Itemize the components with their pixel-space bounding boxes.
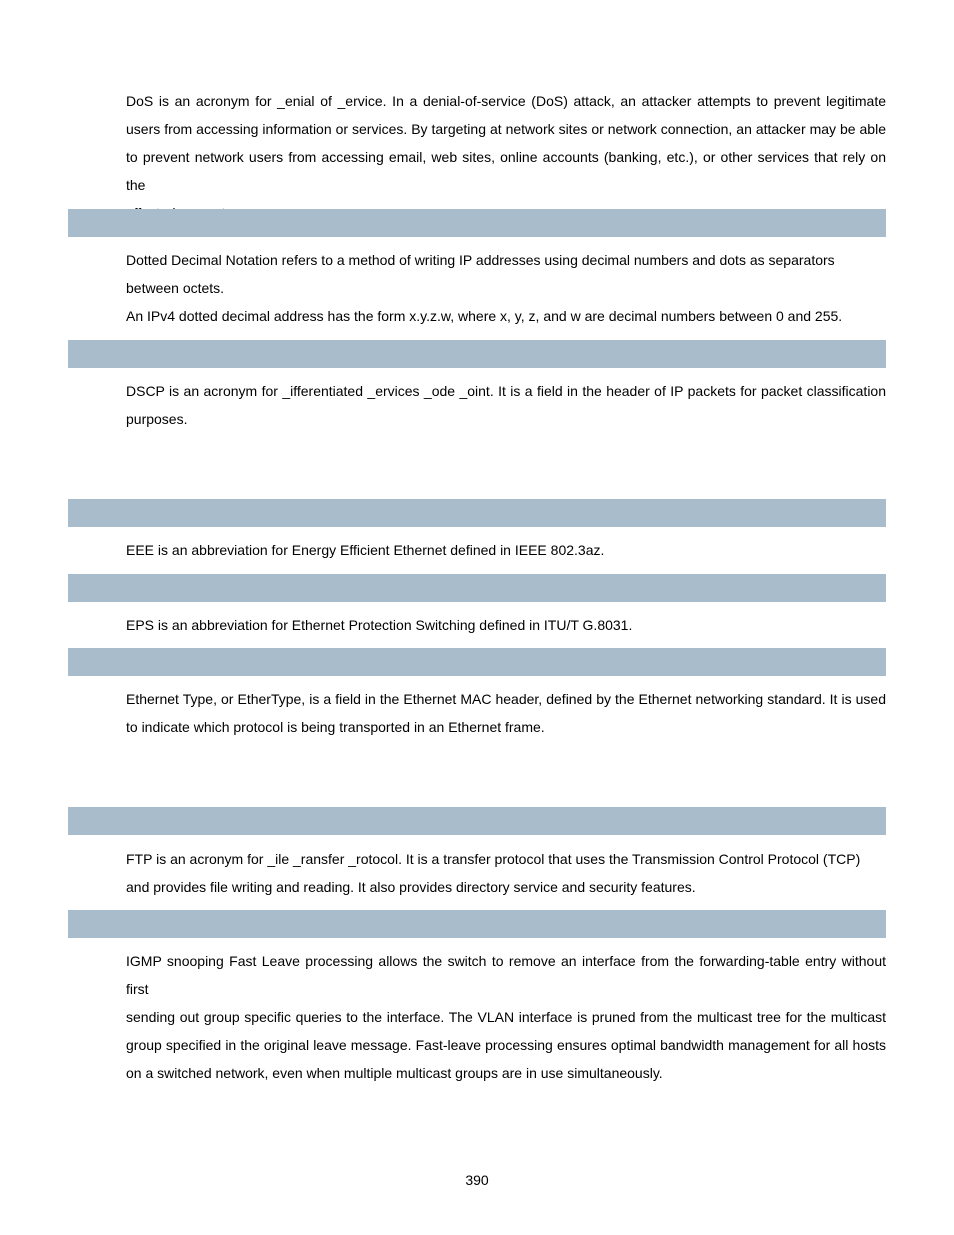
text-line: DSCP is an acronym for _ifferentiated _ervices _ode _oint. It is a field in the header of IP packets for packet classification <box>126 383 886 399</box>
text-line: EPS is an abbreviation for Ethernet Protection Switching defined in ITU/T G.8031. <box>126 617 633 633</box>
page-number: 390 <box>465 1172 489 1188</box>
text-line: DoS is an acronym for _enial of _ervice. In a denial-of-service (DoS) attack, an attacker attempts to prevent legitimate <box>126 93 886 109</box>
definition-eee <box>126 536 886 564</box>
text-line: FTP is an acronym for _ile _ransfer _rotocol. It is a transfer protocol that uses the Transmission Control Protocol (TCP) <box>126 851 861 867</box>
text-line: Dotted Decimal Notation refers to a method of writing IP addresses using decimal numbers and dots as separators <box>126 252 835 268</box>
section-header-bar <box>68 340 886 368</box>
text-line: group specified in the original leave message. Fast-leave processing ensures optimal bandwidth management for all hosts <box>126 1037 886 1053</box>
definition-ftp <box>126 845 886 901</box>
text-line: Ethernet Type, or EtherType, is a field in the Ethernet MAC header, defined by the Ethernet networking standard. It is used <box>126 691 886 707</box>
definition-fast-leave <box>126 947 886 1087</box>
text-line: between octets. <box>126 280 225 296</box>
section-header-bar <box>68 499 886 527</box>
section-header-bar <box>68 574 886 602</box>
text-line: An IPv4 dotted decimal address has the form x.y.z.w, where x, y, z, and w are decimal numbers between 0 and 255. <box>126 308 843 324</box>
definition-eps <box>126 611 886 639</box>
text-line: EEE is an abbreviation for Energy Efficient Ethernet defined in IEEE 802.3az. <box>126 542 605 558</box>
text-line: users from accessing information or services. By targeting at network sites or network connection, an attacker may be able <box>126 121 886 137</box>
definition-ethernet-type <box>126 685 886 741</box>
text-line: to indicate which protocol is being transported in an Ethernet frame. <box>126 719 545 735</box>
definition-dos <box>126 87 886 227</box>
text-line: to prevent network users from accessing email, web sites, online accounts (banking, etc.), or other services that rely on the <box>126 149 886 193</box>
text-line: IGMP snooping Fast Leave processing allows the switch to remove an interface from the forwarding-table entry without first <box>126 953 886 997</box>
section-header-bar <box>68 209 886 237</box>
text-line: and provides file writing and reading. It also provides directory service and security features. <box>126 879 696 895</box>
definition-dotted-decimal <box>126 246 886 330</box>
text-line: purposes. <box>126 411 188 427</box>
text-line: on a switched network, even when multiple multicast groups are in use simultaneously. <box>126 1065 663 1081</box>
section-header-bar <box>68 807 886 835</box>
section-header-bar <box>68 648 886 676</box>
section-header-bar <box>68 910 886 938</box>
text-line: sending out group specific queries to the interface. The VLAN interface is pruned from the multicast tree for the multicast <box>126 1009 886 1025</box>
definition-dscp <box>126 377 886 433</box>
